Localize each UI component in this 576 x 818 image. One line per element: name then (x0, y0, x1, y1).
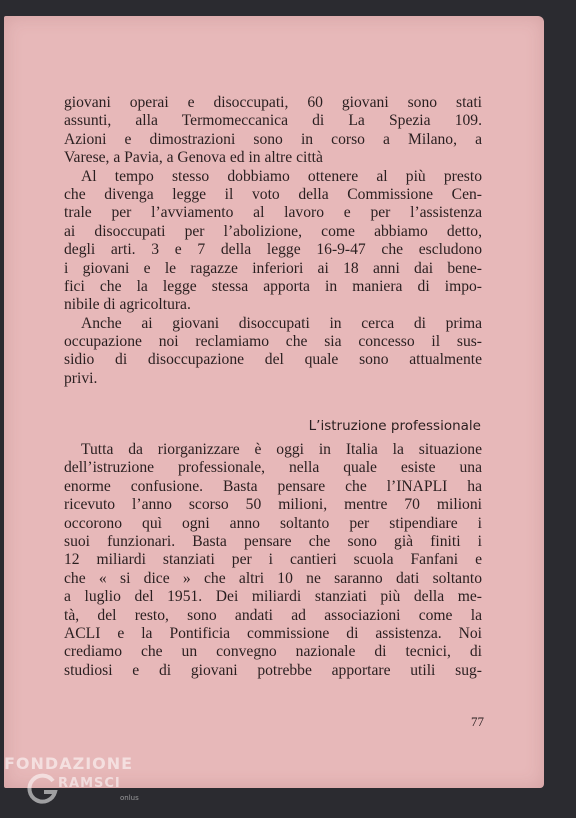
text-line: sidio di disoccupazione del quale sono attualmente (64, 351, 482, 369)
text-line: giovani operai e disoccupati, 60 giovani sono stati (64, 94, 482, 111)
text-line: dell’istruzione professionale, nella quale esiste una (64, 459, 482, 477)
text-line: occupazione noi reclamiamo che sia concesso il sus- (64, 333, 482, 351)
text-line: privi. (64, 369, 98, 387)
text-line: trale per l’avviamento al lavoro e per l’assistenza (64, 204, 482, 222)
text-line: crediamo che un convegno nazionale di tecnici, di (64, 643, 482, 661)
text-line: ricevuto l’anno scorso 50 milioni, mentre 70 milioni (64, 496, 482, 514)
text-block-top (64, 94, 482, 388)
text-line: che « si dice » che altri 10 ne saranno dati soltanto (64, 569, 482, 587)
text-line: fici che la legge stessa apporta in maniera di impo- (64, 277, 482, 295)
text-line: assunti, alla Termomeccanica di La Spezia 109. (64, 112, 482, 130)
text-line: che divenga legge il voto della Commissione Cen- (64, 185, 482, 203)
text-line: Azioni e dimostrazioni sono in corso a Milano, a (64, 130, 482, 148)
text-line: Anche ai giovani disoccupati in cerca di prima (81, 314, 482, 332)
text-line: a luglio del 1951. Dei miliardi stanziati più della me- (64, 588, 482, 606)
text-line: ACLI e la Pontificia commissione di assistenza. Noi (64, 624, 482, 642)
text-line: i giovani e le ragazze inferiori ai 18 anni dai bene- (64, 259, 482, 277)
watermark-line1: FONDAZIONE (4, 754, 134, 773)
page-number: 77 (471, 714, 484, 729)
section-heading: L’istruzione professionale (308, 418, 481, 434)
text-line: nibile di agricoltura. (64, 296, 191, 314)
text-line: tà, del resto, sono andati ad associazioni come la (64, 606, 482, 624)
text-line: ai disoccupati per l’abolizione, come abbiamo detto, (64, 222, 482, 240)
text-block-section (64, 441, 482, 680)
text-line: occorono quì ogni anno soltanto per stipendiare i (64, 514, 482, 532)
text-line: suoi funzionari. Basta pensare che sono già finiti i (64, 532, 482, 550)
watermark-suffix: onlus (120, 794, 139, 802)
text-line: enorme confusione. Basta pensare che l’INAPLI ha (64, 477, 482, 495)
text-line: 12 miliardi stanziati per i cantieri scuola Fanfani e (64, 551, 482, 569)
watermark-line2: RAMSCI (58, 776, 121, 791)
text-line: Al tempo stesso dobbiamo ottenere al più presto (81, 167, 482, 185)
text-line: studiosi e di giovani potrebbe apportare utili sug- (64, 661, 482, 679)
text-line: Varese, a Pavia, a Genova ed in altre città (64, 149, 323, 167)
book-page (4, 16, 544, 788)
text-line: Tutta da riorganizzare è oggi in Italia la situazione (81, 441, 482, 458)
text-line: degli arti. 3 e 7 della legge 16-9-47 che escludono (64, 241, 482, 259)
